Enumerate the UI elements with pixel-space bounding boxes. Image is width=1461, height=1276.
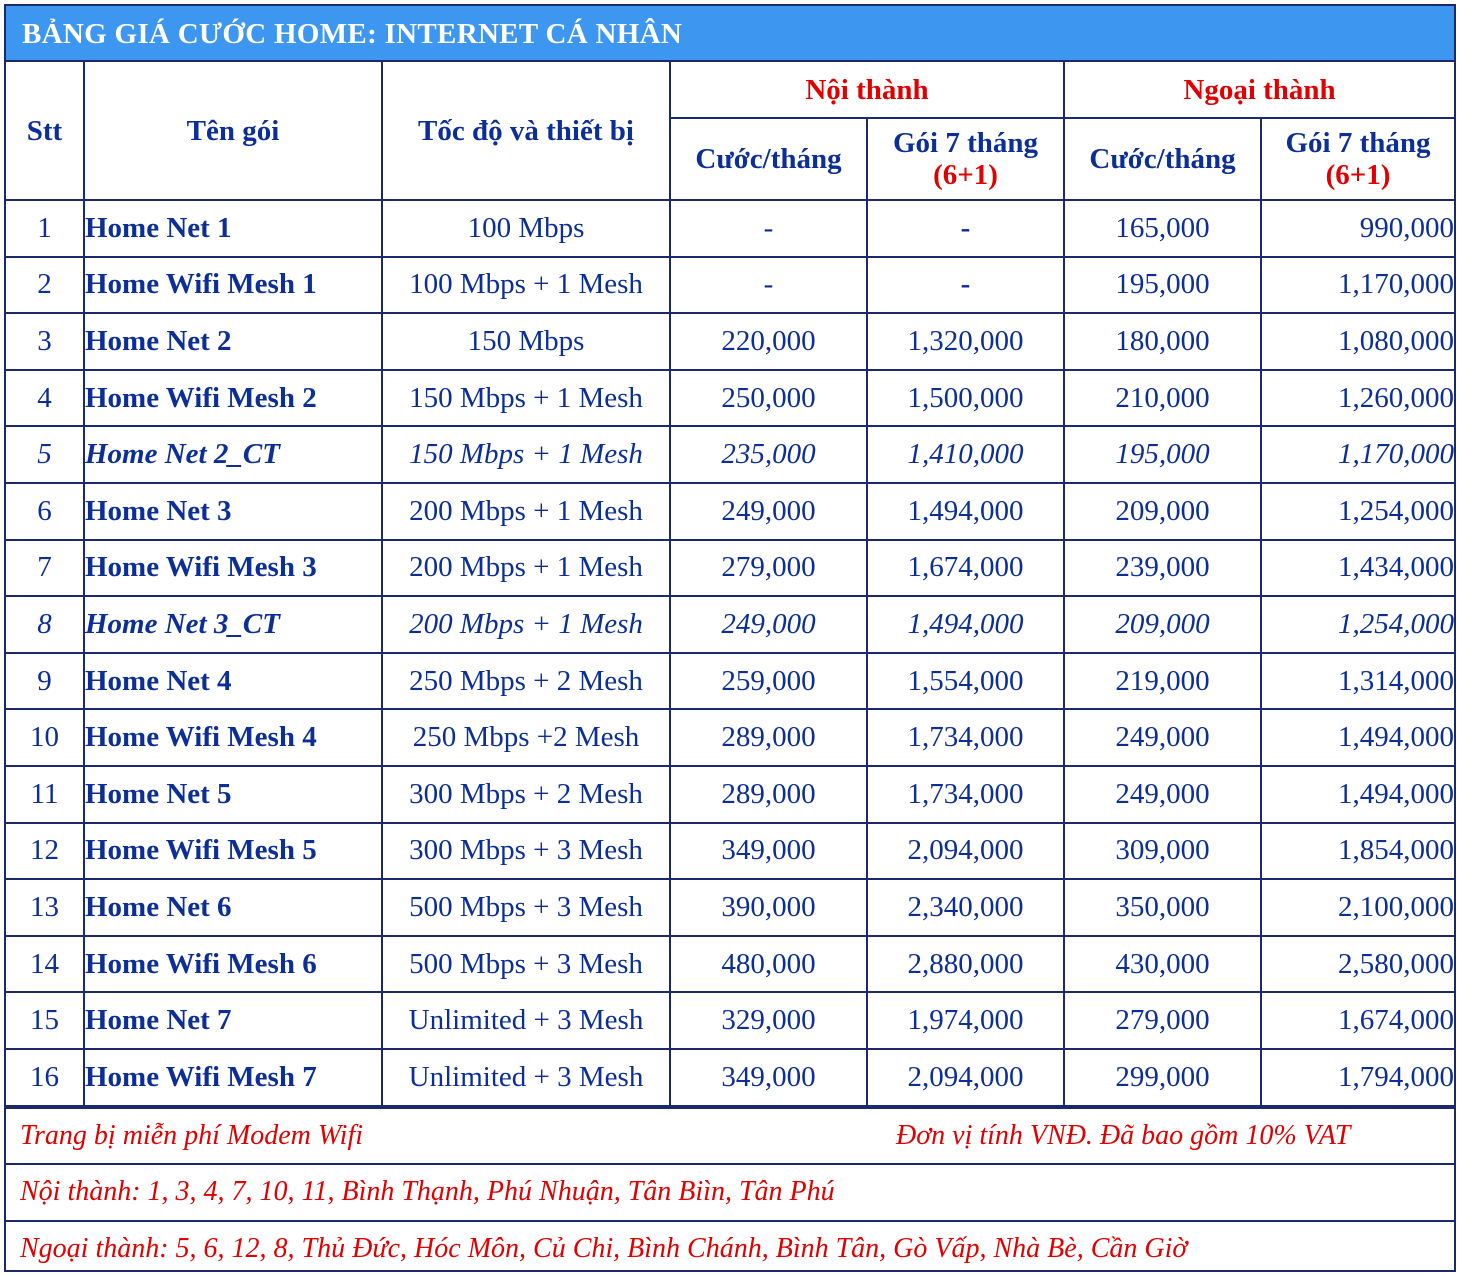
row-inner-monthly: 249,000 <box>670 596 867 653</box>
row-stt: 11 <box>6 766 84 823</box>
row-stt: 13 <box>6 879 84 936</box>
row-speed: 500 Mbps + 3 Mesh <box>382 879 670 936</box>
header-inner-package7 <box>867 118 1064 200</box>
note-row-modem <box>6 1107 1454 1164</box>
row-outer-monthly: 195,000 <box>1064 257 1261 314</box>
row-outer-monthly: 430,000 <box>1064 936 1261 993</box>
header-inner-monthly: Cước/tháng <box>670 118 867 200</box>
price-table <box>6 62 1454 1107</box>
row-package-name: Home Wifi Mesh 4 <box>84 709 382 766</box>
row-inner-package7: 1,494,000 <box>867 483 1064 540</box>
header-outer-package7-label: Gói 7 tháng <box>1286 127 1431 159</box>
row-stt: 12 <box>6 823 84 880</box>
row-stt: 3 <box>6 313 84 370</box>
row-package-name: Home Net 2 <box>84 313 382 370</box>
row-outer-monthly: 209,000 <box>1064 483 1261 540</box>
row-inner-monthly: 259,000 <box>670 653 867 710</box>
table-row <box>6 1049 1454 1106</box>
row-inner-monthly: 329,000 <box>670 992 867 1049</box>
row-outer-package7: 2,580,000 <box>1261 936 1454 993</box>
header-speed: Tốc độ và thiết bị <box>382 62 670 200</box>
row-stt: 7 <box>6 540 84 597</box>
row-speed: 150 Mbps + 1 Mesh <box>382 370 670 427</box>
header-inner-package7-note: (6+1) <box>933 159 998 191</box>
table-row <box>6 370 1454 427</box>
row-outer-monthly: 249,000 <box>1064 709 1261 766</box>
row-inner-package7: - <box>867 257 1064 314</box>
row-inner-package7: 2,880,000 <box>867 936 1064 993</box>
row-outer-monthly: 210,000 <box>1064 370 1261 427</box>
row-speed: 300 Mbps + 3 Mesh <box>382 823 670 880</box>
row-stt: 4 <box>6 370 84 427</box>
row-outer-monthly: 309,000 <box>1064 823 1261 880</box>
row-outer-monthly: 165,000 <box>1064 200 1261 257</box>
row-stt: 8 <box>6 596 84 653</box>
row-outer-package7: 1,494,000 <box>1261 766 1454 823</box>
row-inner-package7: 1,320,000 <box>867 313 1064 370</box>
row-inner-package7: 1,734,000 <box>867 766 1064 823</box>
row-speed: 200 Mbps + 1 Mesh <box>382 483 670 540</box>
header-outer-package7 <box>1261 118 1454 200</box>
row-package-name: Home Wifi Mesh 5 <box>84 823 382 880</box>
row-outer-monthly: 195,000 <box>1064 426 1261 483</box>
row-stt: 2 <box>6 257 84 314</box>
row-speed: 100 Mbps + 1 Mesh <box>382 257 670 314</box>
row-speed: 300 Mbps + 2 Mesh <box>382 766 670 823</box>
row-outer-monthly: 209,000 <box>1064 596 1261 653</box>
row-outer-package7: 1,494,000 <box>1261 709 1454 766</box>
note-free-modem: Trang bị miễn phí Modem Wifi <box>20 1120 363 1151</box>
row-inner-monthly: 390,000 <box>670 879 867 936</box>
row-inner-monthly: 250,000 <box>670 370 867 427</box>
row-inner-package7: 2,094,000 <box>867 1049 1064 1106</box>
row-outer-package7: 1,260,000 <box>1261 370 1454 427</box>
row-inner-monthly: 235,000 <box>670 426 867 483</box>
row-inner-package7: 1,674,000 <box>867 540 1064 597</box>
row-inner-package7: 1,500,000 <box>867 370 1064 427</box>
row-outer-package7: 1,080,000 <box>1261 313 1454 370</box>
row-inner-package7: - <box>867 200 1064 257</box>
row-package-name: Home Net 6 <box>84 879 382 936</box>
row-speed: Unlimited + 3 Mesh <box>382 992 670 1049</box>
table-row <box>6 596 1454 653</box>
row-package-name: Home Net 3 <box>84 483 382 540</box>
row-inner-monthly: - <box>670 257 867 314</box>
row-outer-monthly: 249,000 <box>1064 766 1261 823</box>
row-outer-package7: 1,254,000 <box>1261 596 1454 653</box>
row-speed: 500 Mbps + 3 Mesh <box>382 936 670 993</box>
header-inner-group: Nội thành <box>670 62 1064 118</box>
row-outer-package7: 1,254,000 <box>1261 483 1454 540</box>
header-outer-package7-note: (6+1) <box>1326 159 1391 191</box>
note-inner-districts: Nội thành: 1, 3, 4, 7, 10, 11, Bình Thạnh, Phú Nhuận, Tân Biìn, Tân Phú <box>6 1163 1454 1220</box>
row-package-name: Home Wifi Mesh 3 <box>84 540 382 597</box>
row-inner-monthly: 220,000 <box>670 313 867 370</box>
row-speed: 250 Mbps + 2 Mesh <box>382 653 670 710</box>
row-outer-monthly: 180,000 <box>1064 313 1261 370</box>
row-inner-monthly: 249,000 <box>670 483 867 540</box>
row-outer-package7: 1,674,000 <box>1261 992 1454 1049</box>
row-inner-package7: 2,094,000 <box>867 823 1064 880</box>
table-row <box>6 823 1454 880</box>
row-package-name: Home Wifi Mesh 1 <box>84 257 382 314</box>
row-inner-package7: 2,340,000 <box>867 879 1064 936</box>
row-package-name: Home Wifi Mesh 2 <box>84 370 382 427</box>
row-speed: 200 Mbps + 1 Mesh <box>382 596 670 653</box>
row-inner-monthly: - <box>670 200 867 257</box>
row-package-name: Home Net 7 <box>84 992 382 1049</box>
row-stt: 16 <box>6 1049 84 1106</box>
row-inner-monthly: 279,000 <box>670 540 867 597</box>
row-outer-package7: 1,854,000 <box>1261 823 1454 880</box>
row-package-name: Home Net 3_CT <box>84 596 382 653</box>
row-outer-monthly: 219,000 <box>1064 653 1261 710</box>
row-package-name: Home Wifi Mesh 7 <box>84 1049 382 1106</box>
table-row <box>6 313 1454 370</box>
page-title: BẢNG GIÁ CƯỚC HOME: INTERNET CÁ NHÂN <box>6 6 1454 62</box>
row-stt: 9 <box>6 653 84 710</box>
row-outer-package7: 2,100,000 <box>1261 879 1454 936</box>
row-outer-monthly: 299,000 <box>1064 1049 1261 1106</box>
row-inner-package7: 1,974,000 <box>867 992 1064 1049</box>
row-outer-package7: 1,434,000 <box>1261 540 1454 597</box>
note-outer-districts: Ngoại thành: 5, 6, 12, 8, Thủ Đức, Hóc Môn, Củ Chi, Bình Chánh, Bình Tân, Gò Vấp, Nhà Bè, Cần Giờ <box>6 1220 1454 1276</box>
header-outer-group: Ngoại thành <box>1064 62 1454 118</box>
row-outer-monthly: 279,000 <box>1064 992 1261 1049</box>
row-package-name: Home Wifi Mesh 6 <box>84 936 382 993</box>
row-outer-package7: 1,794,000 <box>1261 1049 1454 1106</box>
row-outer-monthly: 350,000 <box>1064 879 1261 936</box>
table-row <box>6 200 1454 257</box>
table-row <box>6 709 1454 766</box>
row-outer-package7: 990,000 <box>1261 200 1454 257</box>
notes-section <box>6 1107 1454 1276</box>
table-row <box>6 879 1454 936</box>
header-package: Tên gói <box>84 62 382 200</box>
table-row <box>6 483 1454 540</box>
row-outer-monthly: 239,000 <box>1064 540 1261 597</box>
row-speed: 250 Mbps +2 Mesh <box>382 709 670 766</box>
table-row <box>6 936 1454 993</box>
row-speed: 200 Mbps + 1 Mesh <box>382 540 670 597</box>
row-speed: Unlimited + 3 Mesh <box>382 1049 670 1106</box>
row-speed: 150 Mbps <box>382 313 670 370</box>
row-package-name: Home Net 2_CT <box>84 426 382 483</box>
table-row <box>6 540 1454 597</box>
row-inner-monthly: 349,000 <box>670 1049 867 1106</box>
row-speed: 150 Mbps + 1 Mesh <box>382 426 670 483</box>
row-outer-package7: 1,170,000 <box>1261 257 1454 314</box>
header-outer-monthly: Cước/tháng <box>1064 118 1261 200</box>
row-inner-monthly: 289,000 <box>670 709 867 766</box>
header-stt: Stt <box>6 62 84 200</box>
row-inner-package7: 1,734,000 <box>867 709 1064 766</box>
table-row <box>6 653 1454 710</box>
row-inner-package7: 1,410,000 <box>867 426 1064 483</box>
row-stt: 15 <box>6 992 84 1049</box>
header-row-1 <box>6 62 1454 118</box>
table-row <box>6 992 1454 1049</box>
row-package-name: Home Net 5 <box>84 766 382 823</box>
row-package-name: Home Net 1 <box>84 200 382 257</box>
table-row <box>6 426 1454 483</box>
note-unit-vat: Đơn vị tính VNĐ. Đã bao gồm 10% VAT <box>896 1109 1350 1163</box>
header-inner-package7-label: Gói 7 tháng <box>893 127 1038 159</box>
price-sheet <box>4 4 1456 1272</box>
row-speed: 100 Mbps <box>382 200 670 257</box>
row-inner-package7: 1,554,000 <box>867 653 1064 710</box>
row-outer-package7: 1,314,000 <box>1261 653 1454 710</box>
row-stt: 5 <box>6 426 84 483</box>
row-inner-monthly: 480,000 <box>670 936 867 993</box>
row-stt: 10 <box>6 709 84 766</box>
row-inner-monthly: 349,000 <box>670 823 867 880</box>
row-inner-monthly: 289,000 <box>670 766 867 823</box>
row-stt: 1 <box>6 200 84 257</box>
row-package-name: Home Net 4 <box>84 653 382 710</box>
row-inner-package7: 1,494,000 <box>867 596 1064 653</box>
row-outer-package7: 1,170,000 <box>1261 426 1454 483</box>
table-row <box>6 766 1454 823</box>
table-row <box>6 257 1454 314</box>
row-stt: 6 <box>6 483 84 540</box>
row-stt: 14 <box>6 936 84 993</box>
